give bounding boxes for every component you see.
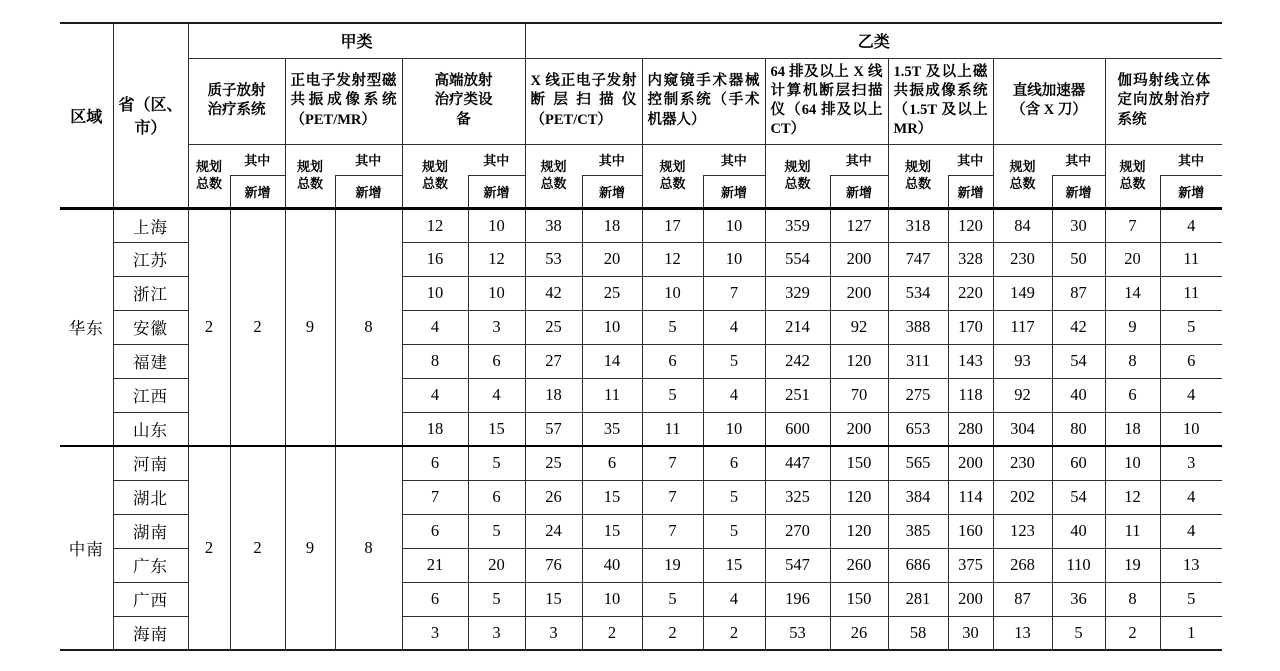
equipment-header-linear-accelerator: 直线加速器（含 X 刀） xyxy=(993,58,1105,144)
value-cell: 12 xyxy=(468,242,525,276)
value-cell: 87 xyxy=(993,582,1052,616)
value-cell: 281 xyxy=(888,582,948,616)
new-added-header: 新增 xyxy=(1160,175,1222,208)
value-cell: 5 xyxy=(1160,310,1222,344)
equipment-allocation-table xyxy=(60,22,1222,651)
table-row xyxy=(60,446,1222,480)
value-cell: 6 xyxy=(402,446,468,480)
value-cell: 6 xyxy=(1105,378,1160,412)
value-cell: 554 xyxy=(765,242,830,276)
planned-total-header xyxy=(642,144,703,208)
province-cell: 上海 xyxy=(113,208,188,242)
province-cell: 海南 xyxy=(113,616,188,650)
value-cell: 36 xyxy=(1052,582,1105,616)
planned-total-label: 规划总数 xyxy=(540,158,567,191)
province-cell: 湖北 xyxy=(113,480,188,514)
value-cell: 93 xyxy=(993,344,1052,378)
value-cell: 25 xyxy=(525,310,582,344)
value-cell: 30 xyxy=(948,616,993,650)
value-cell: 10 xyxy=(703,208,765,242)
value-cell: 20 xyxy=(582,242,642,276)
new-added-header: 新增 xyxy=(582,175,642,208)
petmr-new-cell: 8 xyxy=(335,208,402,446)
value-cell: 18 xyxy=(402,412,468,446)
province-cell: 广西 xyxy=(113,582,188,616)
value-cell: 60 xyxy=(1052,446,1105,480)
value-cell: 19 xyxy=(642,548,703,582)
value-cell: 50 xyxy=(1052,242,1105,276)
value-cell: 7 xyxy=(642,480,703,514)
value-cell: 76 xyxy=(525,548,582,582)
value-cell: 11 xyxy=(1105,514,1160,548)
value-cell: 3 xyxy=(402,616,468,650)
value-cell: 149 xyxy=(993,276,1052,310)
class-a-header: 甲类 xyxy=(188,23,525,58)
planned-total-label: 规划总数 xyxy=(1119,158,1146,191)
value-cell: 11 xyxy=(642,412,703,446)
value-cell: 747 xyxy=(888,242,948,276)
value-cell: 15 xyxy=(582,514,642,548)
value-cell: 5 xyxy=(703,344,765,378)
equipment-header-surgical-robot: 内窥镜手术器械控制系统（手术机器人） xyxy=(642,58,765,144)
value-cell: 10 xyxy=(703,242,765,276)
of-which-header: 其中 xyxy=(948,144,993,175)
value-cell: 5 xyxy=(642,378,703,412)
value-cell: 15 xyxy=(468,412,525,446)
value-cell: 11 xyxy=(582,378,642,412)
new-added-header: 新增 xyxy=(948,175,993,208)
value-cell: 565 xyxy=(888,446,948,480)
value-cell: 17 xyxy=(642,208,703,242)
value-cell: 14 xyxy=(1105,276,1160,310)
value-cell: 384 xyxy=(888,480,948,514)
value-cell: 13 xyxy=(1160,548,1222,582)
value-cell: 4 xyxy=(703,310,765,344)
value-cell: 359 xyxy=(765,208,830,242)
province-cell: 湖南 xyxy=(113,514,188,548)
value-cell: 5 xyxy=(703,514,765,548)
value-cell: 18 xyxy=(1105,412,1160,446)
value-cell: 20 xyxy=(468,548,525,582)
value-cell: 58 xyxy=(888,616,948,650)
value-cell: 9 xyxy=(1105,310,1160,344)
value-cell: 2 xyxy=(1105,616,1160,650)
value-cell: 110 xyxy=(1052,548,1105,582)
value-cell: 230 xyxy=(993,242,1052,276)
planned-total-label: 规划总数 xyxy=(659,158,686,191)
region-cell: 华东 xyxy=(60,208,113,446)
planned-total-header xyxy=(888,144,948,208)
equipment-header-ct-64: 64 排及以上 X 线计算机断层扫描仪（64 排及以上 CT） xyxy=(765,58,888,144)
value-cell: 534 xyxy=(888,276,948,310)
value-cell: 200 xyxy=(830,242,888,276)
value-cell: 25 xyxy=(525,446,582,480)
planned-total-header xyxy=(1105,144,1160,208)
new-added-header: 新增 xyxy=(1052,175,1105,208)
value-cell: 268 xyxy=(993,548,1052,582)
value-cell: 2 xyxy=(642,616,703,650)
value-cell: 242 xyxy=(765,344,830,378)
value-cell: 40 xyxy=(1052,514,1105,548)
value-cell: 200 xyxy=(948,446,993,480)
value-cell: 4 xyxy=(1160,208,1222,242)
value-cell: 10 xyxy=(1160,412,1222,446)
province-cell: 山东 xyxy=(113,412,188,446)
value-cell: 57 xyxy=(525,412,582,446)
value-cell: 4 xyxy=(703,378,765,412)
value-cell: 160 xyxy=(948,514,993,548)
value-cell: 6 xyxy=(1160,344,1222,378)
value-cell: 5 xyxy=(468,446,525,480)
planned-total-label: 规划总数 xyxy=(784,158,811,191)
value-cell: 3 xyxy=(468,616,525,650)
value-cell: 1 xyxy=(1160,616,1222,650)
value-cell: 18 xyxy=(525,378,582,412)
subheader-row-top xyxy=(60,144,1222,175)
of-which-header: 其中 xyxy=(1052,144,1105,175)
new-added-header: 新增 xyxy=(230,175,285,208)
value-cell: 10 xyxy=(468,208,525,242)
value-cell: 375 xyxy=(948,548,993,582)
value-cell: 200 xyxy=(830,412,888,446)
value-cell: 120 xyxy=(830,480,888,514)
value-cell: 8 xyxy=(1105,582,1160,616)
value-cell: 600 xyxy=(765,412,830,446)
value-cell: 275 xyxy=(888,378,948,412)
of-which-header: 其中 xyxy=(703,144,765,175)
petmr-total-cell: 9 xyxy=(285,446,335,650)
proton-total-cell: 2 xyxy=(188,446,230,650)
table-row xyxy=(60,208,1222,242)
value-cell: 12 xyxy=(642,242,703,276)
equipment-header-pet-mr: 正电子发射型磁共振成像系统（PET/MR） xyxy=(285,58,402,144)
value-cell: 311 xyxy=(888,344,948,378)
value-cell: 447 xyxy=(765,446,830,480)
planned-total-header xyxy=(993,144,1052,208)
province-cell: 江西 xyxy=(113,378,188,412)
value-cell: 92 xyxy=(993,378,1052,412)
value-cell: 123 xyxy=(993,514,1052,548)
category-header-row xyxy=(60,23,1222,58)
new-added-header: 新增 xyxy=(830,175,888,208)
value-cell: 27 xyxy=(525,344,582,378)
value-cell: 5 xyxy=(1160,582,1222,616)
value-cell: 230 xyxy=(993,446,1052,480)
planned-total-label: 规划总数 xyxy=(421,158,448,191)
value-cell: 20 xyxy=(1105,242,1160,276)
of-which-header: 其中 xyxy=(830,144,888,175)
value-cell: 26 xyxy=(525,480,582,514)
planned-total-label: 规划总数 xyxy=(195,158,222,191)
value-cell: 35 xyxy=(582,412,642,446)
proton-total-cell: 2 xyxy=(188,208,230,446)
region-cell: 中南 xyxy=(60,446,113,650)
value-cell: 10 xyxy=(468,276,525,310)
value-cell: 385 xyxy=(888,514,948,548)
value-cell: 54 xyxy=(1052,480,1105,514)
value-cell: 329 xyxy=(765,276,830,310)
value-cell: 10 xyxy=(703,412,765,446)
value-cell: 202 xyxy=(993,480,1052,514)
planned-total-header xyxy=(188,144,230,208)
value-cell: 26 xyxy=(830,616,888,650)
value-cell: 16 xyxy=(402,242,468,276)
value-cell: 42 xyxy=(1052,310,1105,344)
value-cell: 15 xyxy=(525,582,582,616)
value-cell: 120 xyxy=(830,514,888,548)
value-cell: 547 xyxy=(765,548,830,582)
value-cell: 6 xyxy=(642,344,703,378)
value-cell: 5 xyxy=(703,480,765,514)
value-cell: 120 xyxy=(830,344,888,378)
new-added-header: 新增 xyxy=(335,175,402,208)
value-cell: 304 xyxy=(993,412,1052,446)
of-which-header: 其中 xyxy=(582,144,642,175)
value-cell: 270 xyxy=(765,514,830,548)
value-cell: 19 xyxy=(1105,548,1160,582)
petmr-total-cell: 9 xyxy=(285,208,335,446)
value-cell: 12 xyxy=(1105,480,1160,514)
value-cell: 7 xyxy=(1105,208,1160,242)
value-cell: 5 xyxy=(468,514,525,548)
value-cell: 328 xyxy=(948,242,993,276)
value-cell: 15 xyxy=(703,548,765,582)
planned-total-header xyxy=(525,144,582,208)
petmr-new-cell: 8 xyxy=(335,446,402,650)
value-cell: 6 xyxy=(703,446,765,480)
value-cell: 325 xyxy=(765,480,830,514)
value-cell: 18 xyxy=(582,208,642,242)
planned-total-header xyxy=(765,144,830,208)
planned-total-header xyxy=(402,144,468,208)
value-cell: 318 xyxy=(888,208,948,242)
planned-total-label: 规划总数 xyxy=(1009,158,1036,191)
equipment-header-row xyxy=(60,58,1222,144)
value-cell: 143 xyxy=(948,344,993,378)
of-which-header: 其中 xyxy=(335,144,402,175)
value-cell: 4 xyxy=(468,378,525,412)
value-cell: 5 xyxy=(468,582,525,616)
equipment-header-proton-therapy: 质子放射治疗系统 xyxy=(188,58,285,144)
value-cell: 5 xyxy=(642,310,703,344)
value-cell: 10 xyxy=(642,276,703,310)
value-cell: 10 xyxy=(582,582,642,616)
value-cell: 84 xyxy=(993,208,1052,242)
value-cell: 92 xyxy=(830,310,888,344)
value-cell: 2 xyxy=(582,616,642,650)
value-cell: 54 xyxy=(1052,344,1105,378)
value-cell: 21 xyxy=(402,548,468,582)
value-cell: 114 xyxy=(948,480,993,514)
province-cell: 广东 xyxy=(113,548,188,582)
equipment-header-high-end-radiotherapy: 高端放射治疗类设备 xyxy=(402,58,525,144)
value-cell: 87 xyxy=(1052,276,1105,310)
planned-total-label: 规划总数 xyxy=(905,158,932,191)
value-cell: 118 xyxy=(948,378,993,412)
value-cell: 11 xyxy=(1160,242,1222,276)
region-column-header: 区域 xyxy=(60,23,113,208)
value-cell: 70 xyxy=(830,378,888,412)
value-cell: 7 xyxy=(402,480,468,514)
value-cell: 653 xyxy=(888,412,948,446)
value-cell: 200 xyxy=(948,582,993,616)
of-which-header: 其中 xyxy=(230,144,285,175)
value-cell: 2 xyxy=(703,616,765,650)
value-cell: 170 xyxy=(948,310,993,344)
proton-new-cell: 2 xyxy=(230,446,285,650)
value-cell: 6 xyxy=(468,344,525,378)
value-cell: 3 xyxy=(525,616,582,650)
value-cell: 3 xyxy=(1160,446,1222,480)
province-column-header: 省（区、市） xyxy=(113,23,188,208)
value-cell: 196 xyxy=(765,582,830,616)
province-cell: 安徽 xyxy=(113,310,188,344)
value-cell: 42 xyxy=(525,276,582,310)
value-cell: 12 xyxy=(402,208,468,242)
value-cell: 10 xyxy=(402,276,468,310)
value-cell: 7 xyxy=(642,514,703,548)
value-cell: 150 xyxy=(830,446,888,480)
value-cell: 5 xyxy=(1052,616,1105,650)
value-cell: 13 xyxy=(993,616,1052,650)
equipment-header-mr-1-5t: 1.5T 及以上磁共振成像系统（1.5T 及以上 MR） xyxy=(888,58,993,144)
proton-new-cell: 2 xyxy=(230,208,285,446)
value-cell: 7 xyxy=(642,446,703,480)
value-cell: 6 xyxy=(402,582,468,616)
value-cell: 4 xyxy=(1160,480,1222,514)
value-cell: 10 xyxy=(1105,446,1160,480)
value-cell: 251 xyxy=(765,378,830,412)
class-b-header: 乙类 xyxy=(525,23,1222,58)
planned-total-label: 规划总数 xyxy=(296,158,323,191)
value-cell: 4 xyxy=(1160,378,1222,412)
equipment-header-pet-ct: X 线正电子发射断层扫描仪（PET/CT） xyxy=(525,58,642,144)
value-cell: 4 xyxy=(1160,514,1222,548)
value-cell: 5 xyxy=(642,582,703,616)
value-cell: 8 xyxy=(402,344,468,378)
value-cell: 8 xyxy=(1105,344,1160,378)
value-cell: 11 xyxy=(1160,276,1222,310)
value-cell: 24 xyxy=(525,514,582,548)
new-added-header: 新增 xyxy=(703,175,765,208)
province-cell: 江苏 xyxy=(113,242,188,276)
value-cell: 4 xyxy=(402,310,468,344)
value-cell: 25 xyxy=(582,276,642,310)
equipment-header-gamma-knife: 伽玛射线立体定向放射治疗系统 xyxy=(1105,58,1222,144)
value-cell: 120 xyxy=(948,208,993,242)
of-which-header: 其中 xyxy=(1160,144,1222,175)
value-cell: 80 xyxy=(1052,412,1105,446)
value-cell: 30 xyxy=(1052,208,1105,242)
value-cell: 40 xyxy=(1052,378,1105,412)
new-added-header: 新增 xyxy=(468,175,525,208)
value-cell: 53 xyxy=(525,242,582,276)
value-cell: 4 xyxy=(703,582,765,616)
value-cell: 214 xyxy=(765,310,830,344)
value-cell: 686 xyxy=(888,548,948,582)
value-cell: 388 xyxy=(888,310,948,344)
value-cell: 4 xyxy=(402,378,468,412)
value-cell: 3 xyxy=(468,310,525,344)
value-cell: 220 xyxy=(948,276,993,310)
value-cell: 38 xyxy=(525,208,582,242)
value-cell: 117 xyxy=(993,310,1052,344)
value-cell: 10 xyxy=(582,310,642,344)
value-cell: 40 xyxy=(582,548,642,582)
province-cell: 浙江 xyxy=(113,276,188,310)
value-cell: 15 xyxy=(582,480,642,514)
value-cell: 200 xyxy=(830,276,888,310)
value-cell: 280 xyxy=(948,412,993,446)
value-cell: 260 xyxy=(830,548,888,582)
value-cell: 53 xyxy=(765,616,830,650)
planned-total-header xyxy=(285,144,335,208)
province-cell: 河南 xyxy=(113,446,188,480)
value-cell: 127 xyxy=(830,208,888,242)
province-cell: 福建 xyxy=(113,344,188,378)
value-cell: 14 xyxy=(582,344,642,378)
value-cell: 150 xyxy=(830,582,888,616)
value-cell: 7 xyxy=(703,276,765,310)
value-cell: 6 xyxy=(582,446,642,480)
of-which-header: 其中 xyxy=(468,144,525,175)
value-cell: 6 xyxy=(402,514,468,548)
value-cell: 6 xyxy=(468,480,525,514)
